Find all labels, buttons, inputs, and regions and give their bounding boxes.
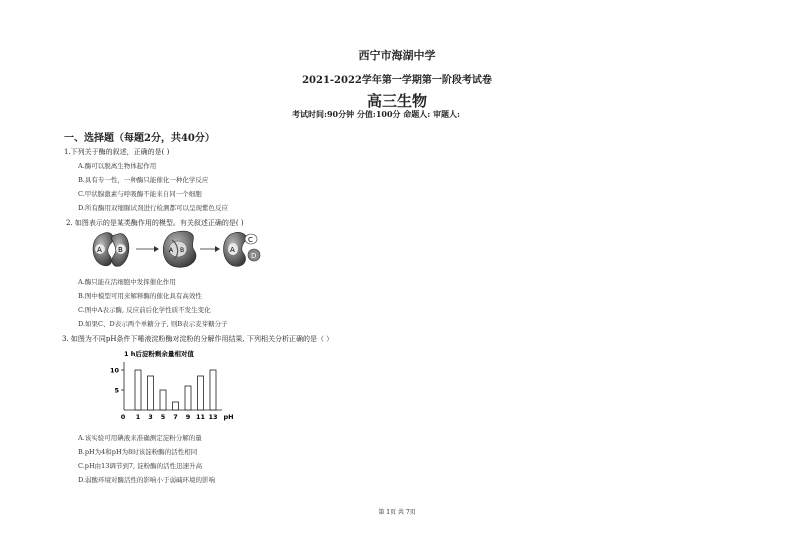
diagram-label: B bbox=[118, 246, 123, 254]
x-tick-label: 5 bbox=[160, 413, 166, 421]
exam-term: 2021-2022学年第一学期第一阶段考试卷 bbox=[302, 75, 492, 86]
diagram-stage-2 bbox=[163, 231, 196, 267]
ph-bar-chart bbox=[100, 344, 240, 426]
question-1-option-a: A.酶可以脱离生物体起作用 bbox=[78, 162, 157, 170]
question-1-option-c: C.甲状腺激素与呼吸酶不能来自同一个细胞 bbox=[78, 190, 202, 198]
diagram-label: B bbox=[180, 247, 185, 254]
question-3-option-c: C.pH由13调节到7, 淀粉酶的活性迅速升高 bbox=[78, 462, 203, 470]
question-3-option-a: A.该实验可用碘液来准确测定淀粉分解的量 bbox=[78, 434, 202, 442]
y-tick-label: 5 bbox=[114, 386, 119, 395]
question-2-stem: 2. 如图表示的是某类酶作用的模型。有关叙述正确的是( ) bbox=[66, 219, 244, 227]
x-tick-label: 11 bbox=[195, 413, 206, 421]
section-title: 一、选择题（每题2分，共40分） bbox=[64, 133, 215, 144]
question-2-option-c: C.图中A表示酶, 反应前后化学性质不发生变化 bbox=[78, 306, 211, 314]
diagram-stage-3 bbox=[224, 232, 261, 266]
question-2-option-b: B.图中模型可用来解释酶的催化具有高效性 bbox=[78, 292, 202, 300]
diagram-label: A bbox=[97, 246, 102, 254]
bar-ph-3 bbox=[148, 376, 154, 410]
question-2-option-a: A.酶只能在活细胞中发挥催化作用 bbox=[78, 278, 176, 286]
exam-meta: 考试时间:90分钟 分值:100分 命题人: 审题人: bbox=[292, 109, 460, 119]
school-name: 西宁市海湖中学 bbox=[358, 49, 436, 62]
bar-ph-1 bbox=[135, 370, 141, 410]
chart-title: 1 h后淀粉剩余量相对值 bbox=[124, 350, 194, 358]
x-tick-label: 3 bbox=[148, 413, 153, 421]
diagram-label: C bbox=[248, 236, 253, 244]
x-tick-label: 0 bbox=[120, 413, 126, 421]
diagram-label: A bbox=[169, 247, 174, 254]
question-1-option-d: D.所有酶用双缩脲试剂进行检测都可以呈现紫色反应 bbox=[78, 204, 229, 212]
subject-title: 高三生物 bbox=[366, 92, 427, 110]
diagram-stage-1 bbox=[93, 233, 129, 267]
question-1-option-b: B.具有专一性，一种酶只能催化一种化学反应 bbox=[78, 176, 209, 184]
x-tick-label: 13 bbox=[208, 413, 218, 421]
question-2-option-d: D.如果C、D表示两个单糖分子, 则B表示麦芽糖分子 bbox=[78, 320, 228, 328]
question-1-stem: 1.下列关于酶的叙述，正确的是( ) bbox=[64, 148, 170, 156]
x-tick-label: 1 bbox=[135, 413, 141, 421]
x-tick-label: 9 bbox=[185, 413, 191, 421]
bar-ph-11 bbox=[198, 376, 204, 410]
bar-ph-9 bbox=[185, 386, 191, 410]
y-tick-label: 10 bbox=[109, 366, 119, 375]
question-3-option-d: D.弱酸环境对酶活性的影响小于弱碱环境的影响 bbox=[78, 476, 216, 484]
enzyme-model-diagram bbox=[88, 228, 268, 270]
arrow-head-2 bbox=[215, 246, 220, 252]
bar-ph-5 bbox=[160, 390, 166, 410]
question-3-stem: 3. 如图为不同pH条件下唾液淀粉酶对淀粉的分解作用结果, 下列相关分析正确的是（ ） bbox=[62, 335, 334, 343]
x-axis-label: pH bbox=[223, 413, 234, 421]
page-number: 第 1页 共 7页 bbox=[378, 509, 416, 516]
diagram-label: A bbox=[230, 246, 235, 254]
bar-ph-7 bbox=[173, 402, 179, 410]
diagram-label: D bbox=[251, 252, 257, 260]
question-3-option-b: B.pH为4和pH为8时该淀粉酶的活性相同 bbox=[78, 448, 198, 456]
arrow-head-1 bbox=[154, 246, 159, 252]
bar-ph-13 bbox=[210, 370, 216, 410]
x-tick-label: 7 bbox=[173, 413, 178, 421]
